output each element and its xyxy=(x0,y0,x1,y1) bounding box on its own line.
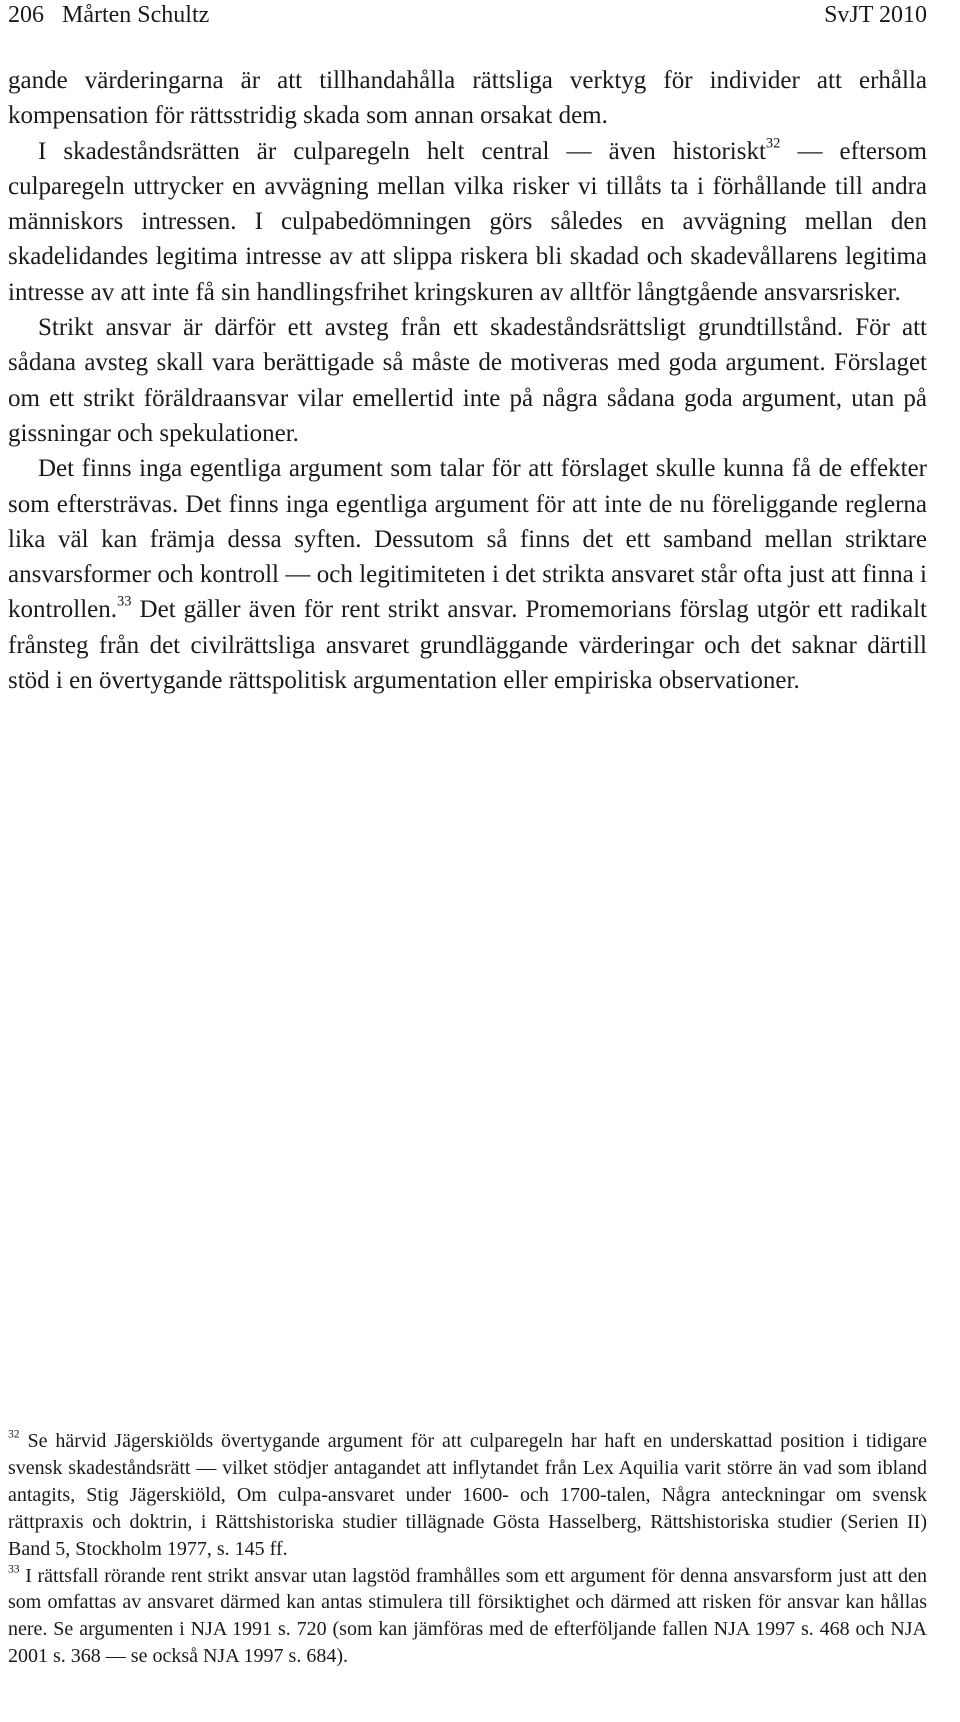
paragraph xyxy=(8,134,927,310)
footnote-number: 32 xyxy=(8,1427,20,1441)
paragraph-text: — eftersom culparegeln uttrycker en avvägning mellan vilka risker vi tillåts ta i förhållande till andra människors intressen. I culpabedömningen görs således en avvägning mellan den skadelidandes legitima intresse av att slippa riskera bli skadad och skadevållarens legitima intresse av att inte få sin handlingsfrihet kringskuren av alltför långtgående ansvarsrisker. xyxy=(8,137,927,306)
journal-label: SvJT 2010 xyxy=(824,2,927,28)
body-text xyxy=(8,63,927,698)
page-number: 206 xyxy=(8,2,44,28)
footnote-text: I rättsfall rörande rent strikt ansvar utan lagstöd framhålles som ett argument för denna ansvarsform just att den som omfattas av ansvaret därmed kan antas stimulera till försiktighet och därmed att risken för ansvar kan hållas nere. Se argumenten i NJA 1991 s. 720 (som kan jämföras med de efterföljande fallen NJA 1997 s. 468 och NJA 2001 s. 368 — se också NJA 1997 s. 684). xyxy=(8,1564,927,1668)
author-name: Mårten Schultz xyxy=(62,2,210,28)
paragraph-text: Det finns inga egentliga argument som talar för att förslaget skulle kunna få de effekter som eftersträvas. Det finns inga egentliga argument för att inte de nu föreliggande reglerna lika väl kan främja dessa syften. Dessutom så finns det ett samband mellan striktare ansvarsformer och kontroll — och legitimiteten i det strikta ansvaret står ofta just att finna i kontrollen. xyxy=(8,455,927,624)
running-header xyxy=(8,0,927,30)
paragraph-text: I skadeståndsrätten är culparegeln helt central — även historiskt xyxy=(38,137,766,165)
footnote-number: 33 xyxy=(8,1562,20,1576)
paragraph: gande värderingarna är att tillhandahålla rättsliga verktyg för individer att erhålla kompensation för rättsstridig skada som annan orsakat dem. xyxy=(8,67,927,130)
footnote-33 xyxy=(8,1563,927,1671)
paragraph xyxy=(8,451,927,698)
header-left xyxy=(8,0,209,30)
footnote-32 xyxy=(8,1428,927,1563)
footnote-ref: 33 xyxy=(117,593,132,610)
paragraph: Strikt ansvar är därför ett avsteg från ett skadeståndsrättsligt grundtillstånd. För att sådana avsteg skall vara berättigade så måste de motiveras med goda argument. Förslaget om ett strikt föräldraansvar vilar emellertid inte på några sådana goda argument, utan på gissningar och spekulationer. xyxy=(8,314,927,447)
footnote-text: Se härvid Jägerskiölds övertygande argument för att culparegeln har haft en underskattad position i tidigare svensk skadeståndsrätt — vilket stödjer antagandet att inflytandet från Lex Aquilia varit större än vad som ibland antagits, Stig Jägerskiöld, Om culpa-ansvaret under 1600- och 1700-talen, Några anteckningar om svensk rättpraxis och doktrin, i Rättshistoriska studier tillägnade Gösta Hasselberg, Rättshistoriska studier (Serien II) Band 5, Stockholm 1977, s. 145 ff. xyxy=(8,1430,927,1560)
paragraph-text: Det gäller även för rent strikt ansvar. Promemorians förslag utgör ett radikalt frånsteg från det civilrättsliga ansvaret grundläggande värderingar och det saknar därtill stöd i en övertygande rättspolitisk argumentation eller empiriska observationer. xyxy=(8,596,927,695)
footnotes xyxy=(8,1428,927,1670)
footnote-ref: 32 xyxy=(765,135,781,151)
